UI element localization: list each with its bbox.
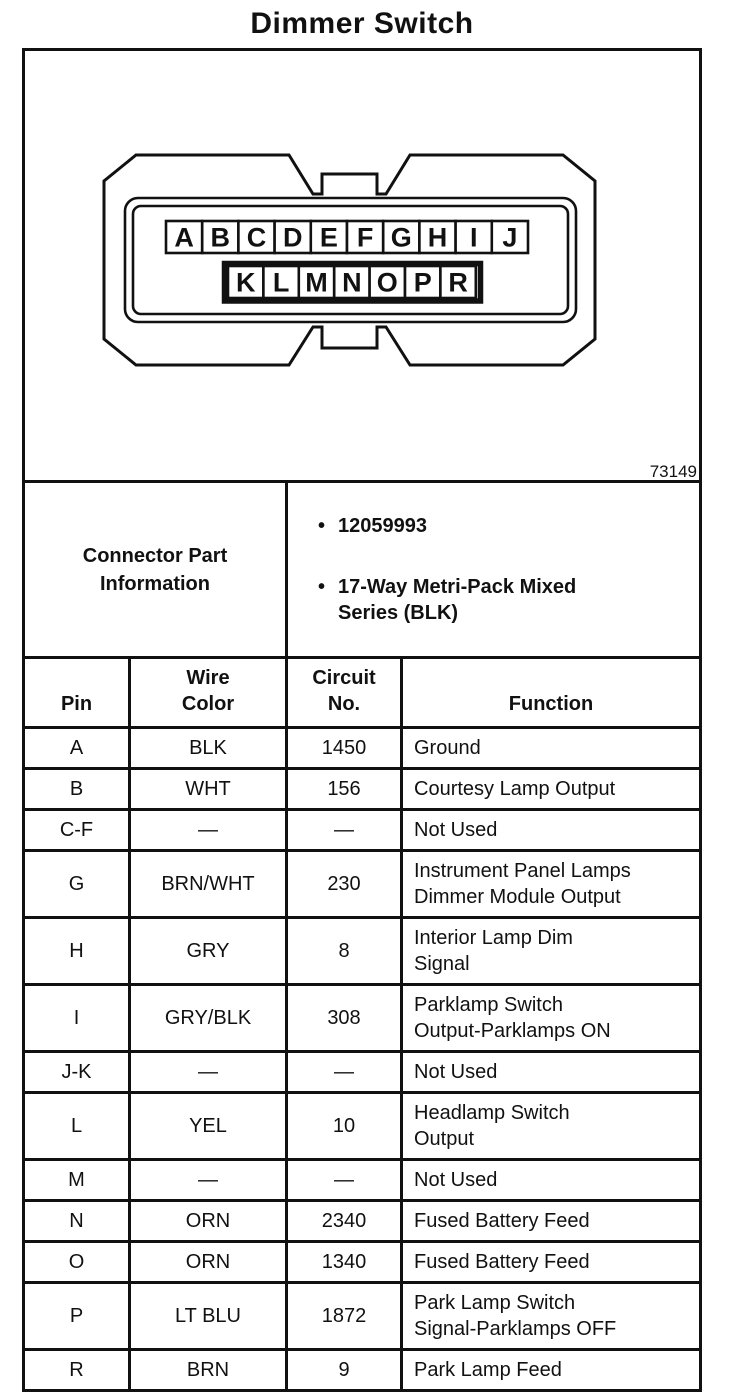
part-info-label: Connector Part Information: [24, 482, 287, 658]
circuit-no-cell: —: [287, 810, 402, 851]
header-cell-circuit-no: Circuit No.: [287, 658, 402, 728]
pin-label: F: [356, 222, 374, 253]
table-row: [24, 1093, 701, 1160]
table-row: [24, 769, 701, 810]
function-cell: Headlamp Switch Output: [402, 1093, 701, 1160]
part-series-item: [318, 574, 691, 626]
pin-label: G: [390, 222, 412, 253]
table-row: [24, 985, 701, 1052]
wire-color-cell: ORN: [130, 1201, 287, 1242]
function-cell: Fused Battery Feed: [402, 1201, 701, 1242]
table-row: [24, 810, 701, 851]
wire-color-cell: LT BLU: [130, 1283, 287, 1350]
circuit-no-cell: —: [287, 1052, 402, 1093]
pin-cell: G: [24, 851, 130, 918]
pin-label: K: [235, 267, 256, 298]
wire-color-cell: —: [130, 1160, 287, 1201]
pin-cell: M: [24, 1160, 130, 1201]
wire-color-cell: BLK: [130, 728, 287, 769]
circuit-no-cell: 1340: [287, 1242, 402, 1283]
connector-figure-box: [22, 48, 702, 483]
part-series: 17-Way Metri-Pack Mixed Series (BLK): [338, 576, 577, 624]
circuit-no-cell: 9: [287, 1350, 402, 1391]
function-cell: Fused Battery Feed: [402, 1242, 701, 1283]
circuit-no-cell: —: [287, 1160, 402, 1201]
pin-label: D: [282, 222, 303, 253]
wire-color-cell: WHT: [130, 769, 287, 810]
pin-label: H: [427, 222, 448, 253]
circuit-no-cell: 230: [287, 851, 402, 918]
connector-table: [22, 480, 702, 1392]
function-cell: Not Used: [402, 1052, 701, 1093]
pin-label: I: [469, 222, 478, 253]
function-cell: Parklamp Switch Output-Parklamps ON: [402, 985, 701, 1052]
wire-color-cell: GRY: [130, 918, 287, 985]
page-title: Dimmer Switch: [250, 7, 474, 40]
table-row: [24, 1160, 701, 1201]
part-number: 12059993: [338, 515, 427, 537]
pin-label: P: [413, 267, 432, 298]
table-row: [24, 1242, 701, 1283]
pin-cell: H: [24, 918, 130, 985]
function-cell: Courtesy Lamp Output: [402, 769, 701, 810]
circuit-no-cell: 156: [287, 769, 402, 810]
pin-label: N: [342, 267, 362, 298]
table-row: [24, 728, 701, 769]
pin-cell: B: [24, 769, 130, 810]
pin-label: C: [246, 222, 267, 253]
pin-label: R: [448, 267, 468, 298]
table-row: [24, 1201, 701, 1242]
pin-label: M: [305, 267, 328, 298]
pin-cell: A: [24, 728, 130, 769]
function-cell: Instrument Panel Lamps Dimmer Module Output: [402, 851, 701, 918]
table-row: [24, 1052, 701, 1093]
pin-cell: N: [24, 1201, 130, 1242]
pin-label: J: [502, 222, 518, 253]
pin-cell: R: [24, 1350, 130, 1391]
bullet-icon: •: [318, 515, 326, 537]
figure-number: 73149: [649, 462, 697, 480]
wire-color-cell: YEL: [130, 1093, 287, 1160]
wire-color-cell: —: [130, 810, 287, 851]
wire-color-cell: GRY/BLK: [130, 985, 287, 1052]
pin-cell: I: [24, 985, 130, 1052]
pin-cell: C-F: [24, 810, 130, 851]
table-row: [24, 1350, 701, 1391]
function-cell: Park Lamp Feed: [402, 1350, 701, 1391]
header-cell-function: Function: [402, 658, 701, 728]
pin-cell: O: [24, 1242, 130, 1283]
pin-label: O: [376, 267, 398, 298]
circuit-no-cell: 2340: [287, 1201, 402, 1242]
circuit-no-cell: 8: [287, 918, 402, 985]
bullet-icon: •: [318, 576, 326, 598]
header-cell-wire-color: Wire Color: [130, 658, 287, 728]
table-row: [24, 1283, 701, 1350]
table-row: [24, 918, 701, 985]
part-info-row: [24, 482, 701, 658]
function-cell: Not Used: [402, 810, 701, 851]
pin-cell: L: [24, 1093, 130, 1160]
circuit-no-cell: 1872: [287, 1283, 402, 1350]
function-cell: Not Used: [402, 1160, 701, 1201]
table-header-row: [24, 658, 701, 728]
pin-label: L: [272, 267, 290, 298]
circuit-no-cell: 308: [287, 985, 402, 1052]
table-row: [24, 851, 701, 918]
function-cell: Park Lamp Switch Signal-Parklamps OFF: [402, 1283, 701, 1350]
pin-label: B: [210, 222, 231, 253]
pin-cell: J-K: [24, 1052, 130, 1093]
pin-label: A: [174, 222, 194, 253]
wire-color-cell: —: [130, 1052, 287, 1093]
function-cell: Interior Lamp Dim Signal: [402, 918, 701, 985]
header-cell-pin: Pin: [24, 658, 130, 728]
part-info-list: [287, 482, 701, 658]
circuit-no-cell: 10: [287, 1093, 402, 1160]
part-number-item: [318, 513, 691, 539]
pin-cell: P: [24, 1283, 130, 1350]
wire-color-cell: ORN: [130, 1242, 287, 1283]
function-cell: Ground: [402, 728, 701, 769]
connector-outline: [104, 155, 595, 365]
wire-color-cell: BRN: [130, 1350, 287, 1391]
connector-diagram: [25, 51, 699, 480]
circuit-no-cell: 1450: [287, 728, 402, 769]
pin-label: E: [319, 222, 338, 253]
wire-color-cell: BRN/WHT: [130, 851, 287, 918]
